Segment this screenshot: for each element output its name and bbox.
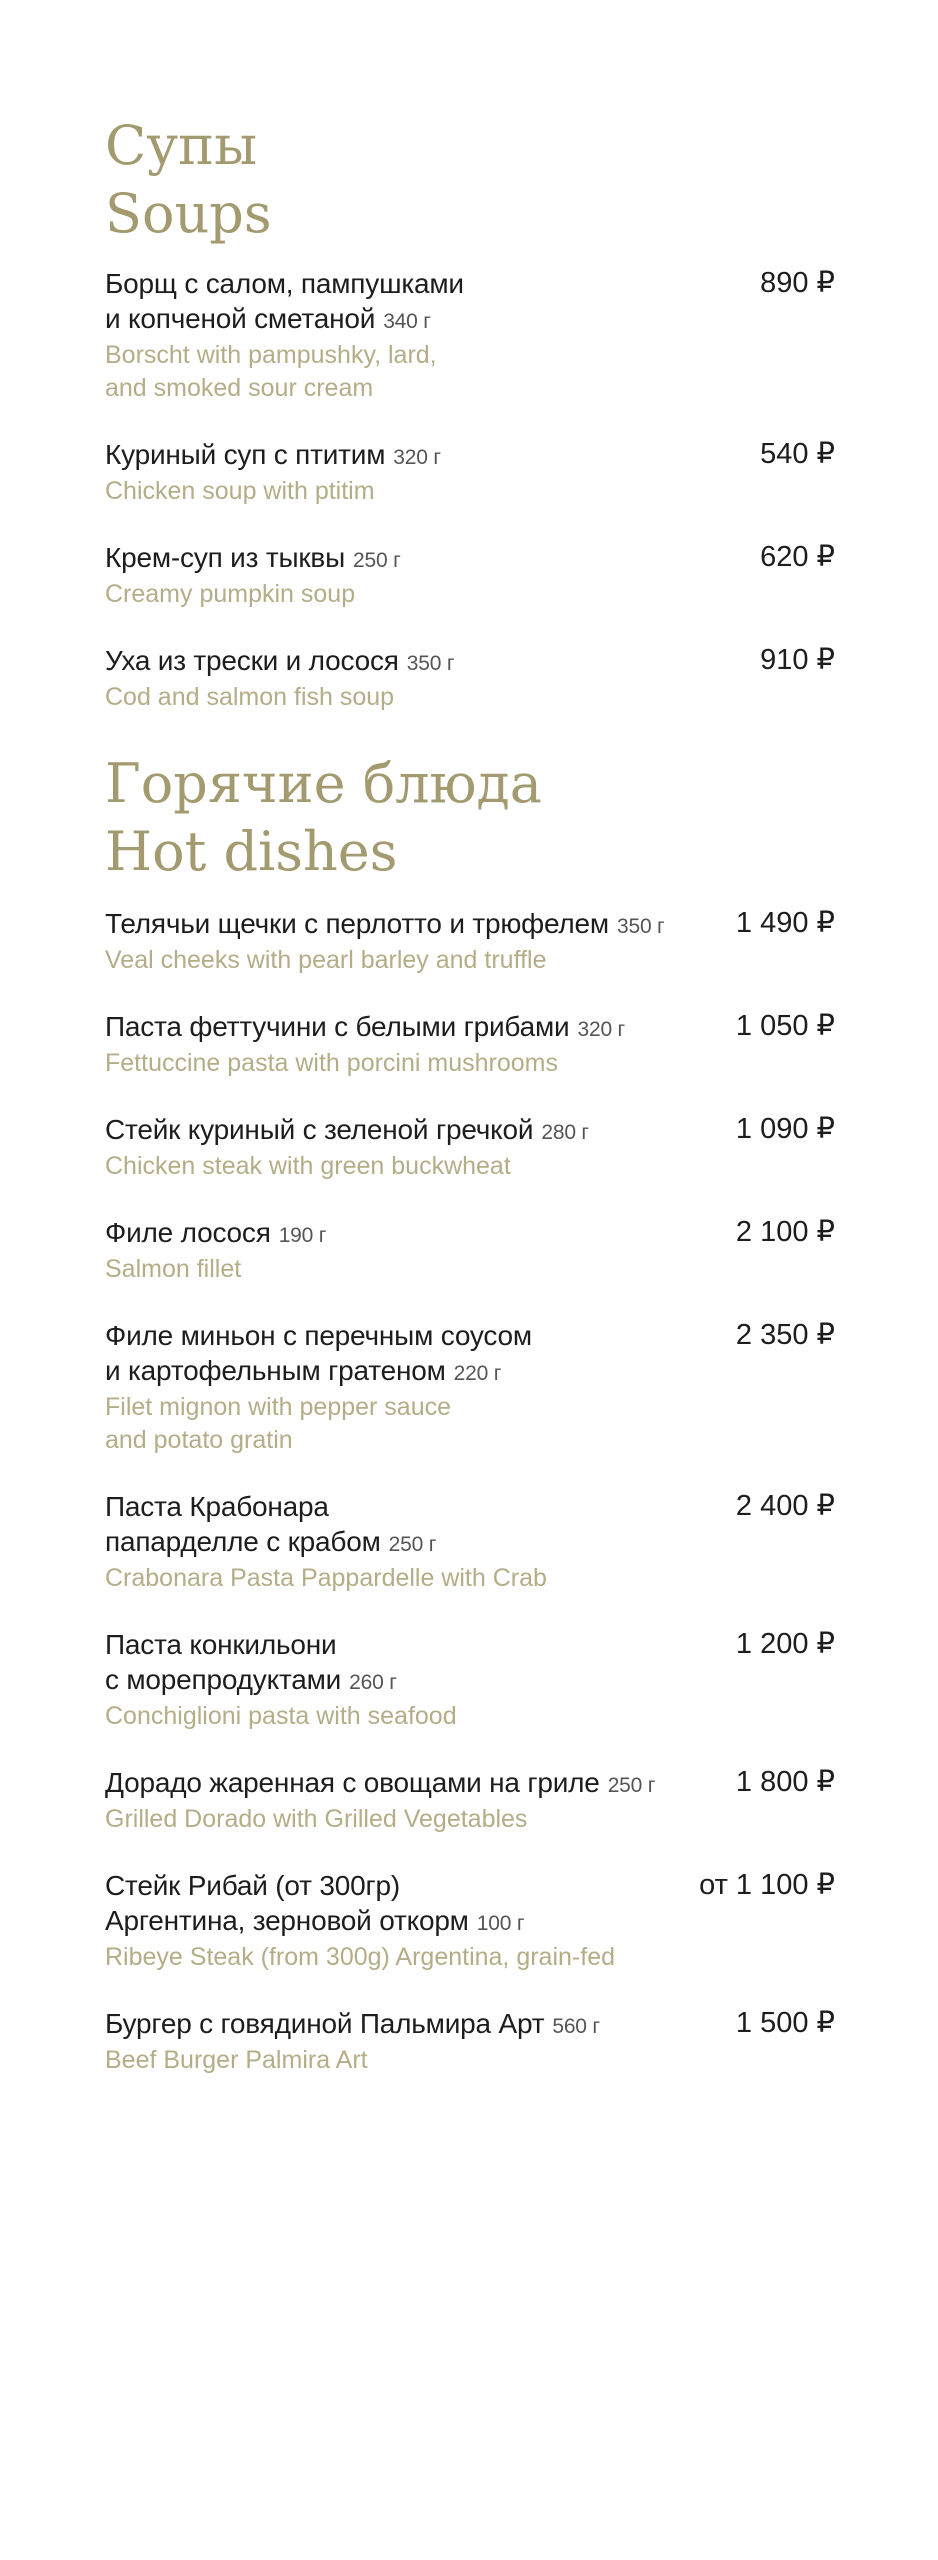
dish-weight: 250 г bbox=[388, 1533, 437, 1556]
dish-name-ru-text: Борщ с салом, пампушками bbox=[105, 268, 464, 299]
dish-name-ru-text: и копченой сметаной bbox=[105, 303, 376, 334]
dish-name-ru bbox=[105, 1868, 665, 1903]
soups-list bbox=[105, 266, 835, 746]
dish-name-en: Veal cheeks with pearl barley and truffle bbox=[105, 946, 547, 974]
dish-price: 2 350 ₽ bbox=[735, 1319, 835, 1351]
dish-name-ru bbox=[105, 1112, 665, 1150]
dish-name-en: Salmon fillet bbox=[105, 1255, 242, 1283]
dish-name-ru bbox=[105, 1215, 665, 1253]
section-title-hot-dishes bbox=[105, 750, 542, 886]
menu-item bbox=[105, 1627, 835, 1733]
dish-name-ru-text: Паста конкильони bbox=[105, 1629, 337, 1660]
menu-item bbox=[105, 540, 835, 611]
dish-name-ru bbox=[105, 1765, 665, 1803]
section-title-ru: Горячие блюда bbox=[105, 752, 542, 815]
menu-item bbox=[105, 1318, 835, 1457]
dish-name-ru-text: Крем-суп из тыквы bbox=[105, 542, 346, 573]
dish-name-en: Crabonara Pasta Pappardelle with Crab bbox=[105, 1564, 547, 1592]
dish-price: 1 200 ₽ bbox=[735, 1628, 835, 1660]
section-title-en: Soups bbox=[105, 182, 272, 245]
dish-price: 540 ₽ bbox=[760, 438, 835, 470]
dish-name-ru-text: Паста феттучини с белыми грибами bbox=[105, 1011, 570, 1042]
dish-name-ru bbox=[105, 437, 665, 475]
dish-price: 620 ₽ bbox=[760, 541, 835, 573]
dish-weight: 260 г bbox=[349, 1671, 397, 1694]
dish-name-en: Conchiglioni pasta with seafood bbox=[105, 1702, 457, 1730]
dish-name-en: Beef Burger Palmira Art bbox=[105, 2046, 368, 2074]
dish-name-ru-text: Куриный суп с птитим bbox=[105, 439, 386, 470]
dish-price: от 1 100 ₽ bbox=[699, 1869, 835, 1901]
dish-name-en: Cod and salmon fish soup bbox=[105, 683, 395, 711]
menu-item bbox=[105, 1009, 835, 1080]
dish-name-en: Ribeye Steak (from 300g) Argentina, grain-fed bbox=[105, 1943, 615, 1971]
dish-price: 1 090 ₽ bbox=[735, 1113, 835, 1145]
hot-dishes-list bbox=[105, 906, 835, 2109]
dish-price: 1 490 ₽ bbox=[735, 907, 835, 939]
menu-item bbox=[105, 266, 835, 405]
dish-name-ru bbox=[105, 1353, 665, 1391]
section-title-soups bbox=[105, 112, 272, 248]
menu-item bbox=[105, 437, 835, 508]
dish-name-ru-text: и картофельным гратеном bbox=[105, 1355, 446, 1386]
menu-item bbox=[105, 643, 835, 714]
dish-name-ru bbox=[105, 906, 665, 944]
dish-price: 890 ₽ bbox=[760, 267, 835, 299]
dish-name-ru-text: Аргентина, зерновой откорм bbox=[105, 1905, 469, 1936]
dish-name-ru-text: Стейк Рибай (от 300гр) bbox=[105, 1870, 400, 1901]
menu-item bbox=[105, 1112, 835, 1183]
dish-price: 1 500 ₽ bbox=[735, 2007, 835, 2039]
menu-item bbox=[105, 1489, 835, 1595]
dish-name-ru bbox=[105, 1489, 665, 1524]
dish-name-ru-text: с морепродуктами bbox=[105, 1664, 342, 1695]
dish-weight: 340 г bbox=[383, 310, 431, 333]
menu-item bbox=[105, 1765, 835, 1836]
dish-price: 910 ₽ bbox=[760, 644, 835, 676]
dish-name-ru-text: папарделле с крабом bbox=[105, 1526, 381, 1557]
dish-name-en: Grilled Dorado with Grilled Vegetables bbox=[105, 1805, 528, 1833]
dish-name-en: Chicken steak with green buckwheat bbox=[105, 1152, 511, 1180]
dish-price: 2 100 ₽ bbox=[735, 1216, 835, 1248]
dish-name-ru-text: Филе миньон с перечным соусом bbox=[105, 1320, 532, 1351]
dish-weight: 250 г bbox=[607, 1774, 656, 1797]
dish-name-ru bbox=[105, 2006, 665, 2044]
dish-name-ru bbox=[105, 1009, 665, 1047]
dish-weight: 190 г bbox=[278, 1224, 327, 1247]
dish-weight: 280 г bbox=[541, 1121, 589, 1144]
dish-name-ru bbox=[105, 301, 665, 339]
menu-item bbox=[105, 2006, 835, 2077]
dish-price: 1 050 ₽ bbox=[735, 1010, 835, 1042]
dish-weight: 350 г bbox=[406, 652, 455, 675]
section-title-en: Hot dishes bbox=[105, 820, 398, 883]
dish-price: 2 400 ₽ bbox=[735, 1490, 835, 1522]
dish-weight: 220 г bbox=[453, 1362, 502, 1385]
dish-name-ru bbox=[105, 1524, 665, 1562]
dish-name-ru bbox=[105, 266, 665, 301]
dish-name-ru-text: Телячьи щечки с перлотто и трюфелем bbox=[105, 908, 609, 939]
dish-name-ru bbox=[105, 1318, 665, 1353]
menu-item bbox=[105, 1215, 835, 1286]
dish-name-ru bbox=[105, 1903, 665, 1941]
dish-weight: 100 г bbox=[476, 1912, 525, 1935]
dish-name-ru-text: Филе лосося bbox=[105, 1217, 271, 1248]
section-title-ru: Супы bbox=[105, 114, 258, 177]
dish-name-ru bbox=[105, 1662, 665, 1700]
dish-name-en: Fettuccine pasta with porcini mushrooms bbox=[105, 1049, 558, 1077]
menu-item bbox=[105, 906, 835, 977]
dish-name-en: Creamy pumpkin soup bbox=[105, 580, 356, 608]
dish-name-en: Filet mignon with pepper sauce bbox=[105, 1393, 452, 1421]
dish-name-ru-text: Паста Крабонара bbox=[105, 1491, 329, 1522]
dish-name-ru bbox=[105, 540, 665, 578]
dish-weight: 560 г bbox=[552, 2015, 600, 2038]
dish-weight: 320 г bbox=[577, 1018, 626, 1041]
dish-name-ru-text: Дорадо жаренная с овощами на гриле bbox=[105, 1767, 600, 1798]
dish-name-ru-text: Стейк куриный с зеленой гречкой bbox=[105, 1114, 534, 1145]
dish-name-en: Borscht with pampushky, lard, bbox=[105, 341, 437, 369]
dish-name-en: and potato gratin bbox=[105, 1426, 293, 1454]
dish-name-ru-text: Уха из трески и лосося bbox=[105, 645, 399, 676]
dish-name-en: Chicken soup with ptitim bbox=[105, 477, 375, 505]
dish-weight: 320 г bbox=[393, 446, 441, 469]
dish-price: 1 800 ₽ bbox=[735, 1766, 835, 1798]
dish-name-ru bbox=[105, 1627, 665, 1662]
dish-name-en: and smoked sour cream bbox=[105, 374, 374, 402]
dish-weight: 350 г bbox=[616, 915, 665, 938]
dish-name-ru-text: Бургер с говядиной Пальмира Арт bbox=[105, 2008, 545, 2039]
dish-name-ru bbox=[105, 643, 665, 681]
dish-weight: 250 г bbox=[353, 549, 401, 572]
menu-item bbox=[105, 1868, 835, 1974]
